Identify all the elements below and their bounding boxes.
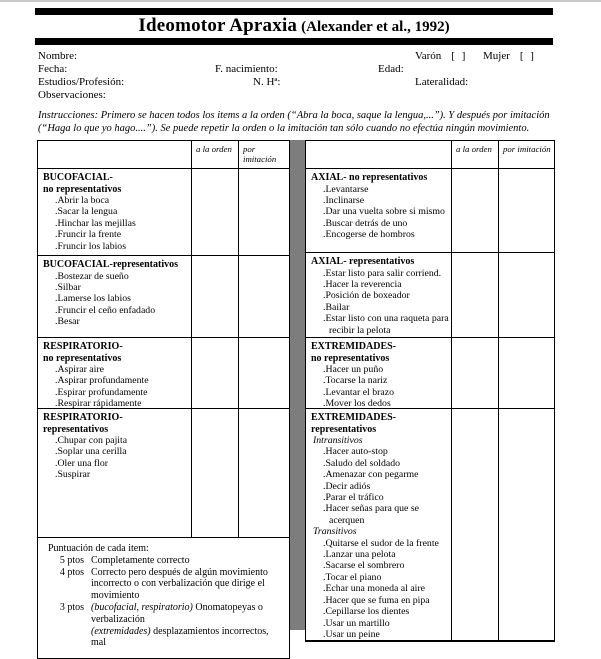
test-item: .Hacer un puño	[323, 364, 384, 375]
test-item: .Levantarse	[323, 183, 369, 195]
test-item: .Dar una vuelta sobre si mismo	[323, 206, 445, 218]
order-score-cell[interactable]	[451, 409, 498, 640]
item-list	[311, 446, 449, 526]
item-list	[311, 184, 449, 241]
test-item: .Hacer auto-stop	[323, 446, 388, 458]
right-header-a-la-orden: a la orden	[451, 141, 498, 168]
imitation-score-cell[interactable]	[498, 253, 554, 337]
table-row	[38, 169, 289, 256]
order-score-cell[interactable]	[191, 256, 238, 337]
test-item: .Lamerse los labios	[55, 293, 131, 305]
item-list	[43, 195, 189, 252]
title-citation: (Alexander et al., 1992)	[301, 19, 450, 35]
scoring-title: Puntuación de cada item:	[48, 543, 149, 554]
test-item: .Sacar la lengua	[55, 206, 118, 218]
test-item: .Abrir la boca	[55, 195, 110, 206]
varon-checkbox[interactable]: [ ]	[451, 50, 468, 62]
test-item: .Quitarse el sudor de la frente	[323, 537, 439, 549]
test-item: .Chupar con pajita	[55, 435, 128, 446]
left-header-spacer	[38, 141, 191, 168]
section-label-cell	[38, 338, 191, 408]
test-item: .Besar	[55, 316, 80, 328]
score-points: 5 ptos	[59, 554, 84, 566]
imitation-score-cell[interactable]	[238, 409, 289, 537]
left-header-a-la-orden: a la orden	[191, 141, 238, 168]
left-table	[37, 140, 290, 659]
table-row	[306, 338, 554, 409]
test-item: .Saludo del soldado	[323, 457, 401, 469]
scoring-row	[46, 555, 285, 567]
table-row	[306, 169, 554, 253]
order-score-cell[interactable]	[191, 169, 238, 255]
section-heading: AXIAL- representativos	[311, 256, 415, 267]
item-list	[43, 271, 189, 328]
test-item: .Tocarse la nariz	[323, 375, 388, 387]
score-description: (bucofacial, respiratorio) Onomatopeyas o verbalización (extremidades) desplazamientos incorrectos, mal	[91, 601, 269, 649]
test-item: .Suspirar	[55, 469, 91, 481]
section-heading: BUCOFACIAL- no representativos	[43, 172, 122, 195]
test-item: .Fruncir los labios	[55, 240, 127, 252]
test-item: .Aspirar profundamente	[55, 375, 149, 387]
scoring-row	[46, 602, 285, 649]
test-item: .Silbar	[55, 281, 81, 293]
item-list	[43, 435, 189, 481]
order-score-cell[interactable]	[191, 338, 238, 408]
mujer-label: Mujer	[483, 50, 510, 62]
section-heading: EXTREMIDADES- no representativos	[311, 341, 397, 364]
section-label-cell	[306, 253, 451, 337]
score-points: 4 ptos	[59, 566, 84, 578]
scoring-row	[46, 567, 285, 602]
item-list	[311, 538, 449, 641]
section-label-cell	[306, 409, 451, 640]
table-row	[38, 338, 289, 409]
right-table-header	[306, 141, 554, 169]
section-heading: RESPIRATORIO- representativos	[43, 412, 123, 435]
title-rule-bottom	[35, 38, 553, 45]
imitation-score-cell[interactable]	[498, 169, 554, 252]
section-label-cell	[38, 409, 191, 537]
test-item: .Sacarse el sombrero	[323, 560, 405, 572]
score-description: Correcto pero después de algún movimiento incorrecto o con verbalización que dirige el movimiento	[91, 566, 268, 602]
test-item: .Fruncir el ceño enfadado	[55, 304, 156, 316]
test-item: .Estar listo con una raqueta para recibir la pelota	[323, 313, 449, 336]
varon-label: Varón	[415, 50, 442, 62]
test-item: .Cepillarse los dientes	[323, 606, 410, 618]
edad-label: Edad:	[378, 63, 404, 75]
section-heading: AXIAL- no representativos	[311, 172, 428, 183]
test-item: .Bailar	[323, 301, 350, 313]
right-table	[305, 140, 555, 642]
test-item: .Usar un peine	[323, 628, 380, 640]
estudios-profesion-label: Estudios/Profesión:	[38, 76, 125, 88]
mujer-checkbox[interactable]: [ ]	[519, 50, 536, 62]
page-top-border	[0, 0, 601, 2]
test-item: .Levantar el brazo	[323, 386, 394, 398]
item-group-label: Intransitivos	[313, 435, 363, 446]
f-nacimiento-label: F. nacimiento:	[215, 63, 278, 75]
observaciones-label: Observaciones:	[38, 89, 106, 101]
section-heading: RESPIRATORIO- no representativos	[43, 341, 123, 364]
column-separator	[290, 140, 305, 630]
test-item: .Lanzar una pelota	[323, 549, 396, 561]
test-item: .Respirar rápidamente	[55, 398, 142, 409]
test-item: .Soplar una cerilla	[55, 446, 127, 458]
section-label-cell	[38, 256, 191, 337]
test-item: .Echar una moneda al aire	[323, 583, 425, 595]
order-score-cell[interactable]	[451, 253, 498, 337]
test-item: .Fruncir la frente	[55, 229, 122, 241]
imitation-score-cell[interactable]	[238, 256, 289, 337]
test-item: .Hacer señas para que se acerquen	[323, 503, 420, 526]
score-points: 3 ptos	[59, 601, 84, 613]
test-item: .Hacer la reverencia	[323, 278, 402, 290]
section-label-cell	[38, 169, 191, 255]
imitation-score-cell[interactable]	[498, 409, 554, 640]
title-rule-top	[35, 8, 553, 15]
fecha-label: Fecha:	[38, 63, 68, 75]
item-group-label: Transitivos	[313, 526, 357, 538]
imitation-score-cell[interactable]	[498, 338, 554, 408]
page-title	[35, 15, 553, 37]
instructions-text: Instrucciones: Primero se hacen todos los items a la orden (“Abra la boca, saque la lengua,...”). Y después por imitación (“Haga lo que yo hago....”). Se puede repetir la orden o la imitación tan sólo cuando no efectúa ningún movimiento.	[38, 110, 550, 134]
section-label-cell	[306, 169, 451, 252]
imitation-score-cell[interactable]	[238, 338, 289, 408]
table-row	[306, 253, 554, 338]
section-heading: EXTREMIDADES- representativos	[311, 412, 397, 435]
order-score-cell[interactable]	[451, 169, 498, 252]
test-item: .Bostezar de sueño	[55, 270, 129, 282]
table-row	[38, 256, 289, 338]
section-heading: BUCOFACIAL-representativos	[43, 259, 178, 270]
table-row	[38, 409, 289, 538]
test-item: .Mover los dedos	[323, 398, 391, 409]
table-row	[306, 409, 554, 641]
nombre-label: Nombre:	[38, 50, 78, 62]
test-item: .Parar el tráfico	[323, 492, 384, 504]
test-item: .Encogerse de hombros	[323, 229, 415, 241]
test-item: .Hacer que se fuma en pipa	[323, 594, 430, 606]
section-label-cell	[306, 338, 451, 408]
score-description: Completamente correcto	[91, 554, 190, 566]
item-list	[311, 364, 449, 409]
mujer-field	[483, 50, 536, 62]
numero-historia-label: N. Hª:	[253, 76, 281, 88]
test-item: .Hinchar las mejillas	[55, 217, 136, 229]
test-item: .Estar listo para salir corriend.	[323, 267, 442, 279]
test-item: .Inclinarse	[323, 194, 365, 206]
test-item: .Posición de boxeador	[323, 290, 410, 302]
lateralidad-label: Lateralidad:	[415, 76, 469, 88]
test-item: .Tocar el piano	[323, 571, 382, 583]
right-header-por-imitacion: por imitación	[498, 141, 554, 168]
order-score-cell[interactable]	[451, 338, 498, 408]
scoring-box	[38, 538, 289, 658]
test-item: .Decir adiós	[323, 480, 371, 492]
test-item: .Oler una flor	[55, 457, 109, 469]
title-text: Ideomotor Apraxia	[138, 15, 298, 36]
item-list	[311, 268, 449, 336]
test-item: .Espirar profundamente	[55, 386, 148, 398]
varon-field	[415, 50, 467, 62]
imitation-score-cell[interactable]	[238, 169, 289, 255]
test-item: .Usar un martillo	[323, 617, 390, 629]
right-header-spacer	[306, 141, 451, 168]
test-item: .Buscar detrás de uno	[323, 217, 408, 229]
left-table-header	[38, 141, 289, 169]
order-score-cell[interactable]	[191, 409, 238, 537]
test-item: .Aspirar aire	[55, 364, 104, 375]
item-list	[43, 364, 189, 409]
test-item: .Amenazar con pegarme	[323, 469, 419, 481]
left-header-por-imitacion: por imitación	[238, 141, 289, 168]
